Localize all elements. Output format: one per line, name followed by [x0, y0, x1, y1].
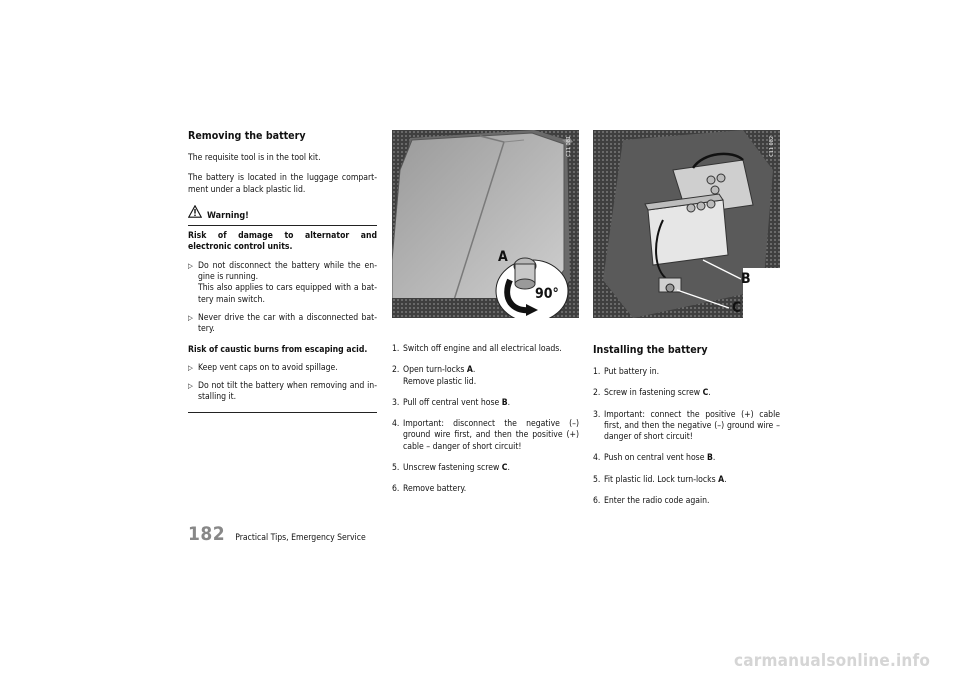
section-title: Removing the battery: [188, 130, 306, 142]
image-code: C11 082: [769, 136, 775, 157]
risk-statement: Risk of damage to alternator and electronic control units.: [188, 231, 377, 253]
warning-header: [188, 205, 377, 226]
rotation-angle-label: 90°: [535, 286, 559, 302]
section-end-rule: [188, 411, 377, 413]
install-steps-list: [593, 367, 780, 507]
warning-icon: [188, 205, 202, 222]
list-item: ▷ Keep vent caps on to avoid spillage.: [188, 362, 338, 373]
removal-steps-column: [392, 130, 579, 506]
paragraph: The battery is located in the luggage compart- ment under a black plastic lid.: [188, 173, 377, 195]
watermark: carmanualsonline.info: [734, 651, 931, 671]
callout-label-b: B: [741, 271, 751, 287]
paragraph: The requisite tool is in the tool kit.: [188, 153, 321, 163]
list-item: 4. Important: disconnect the negative (–) ground wire first, and then the positive (+) cable – danger of short circuit!: [392, 419, 579, 452]
list-item: 6. Enter the radio code again.: [593, 496, 710, 507]
battery-installed-photo: [593, 130, 780, 318]
callout-label-c: C: [732, 300, 742, 316]
list-item: 5. Unscrew fastening screw C.: [392, 463, 510, 474]
removal-steps-list: [392, 344, 579, 496]
list-item: ▷ Do not tilt the battery when removing and in- stalling it.: [188, 381, 377, 403]
risk-statement: Risk of caustic burns from escaping acid.: [188, 344, 368, 355]
image-code: C11 081: [566, 136, 572, 157]
page-footer: [188, 523, 366, 545]
list-item: 3. Pull off central vent hose B.: [392, 397, 511, 408]
bullet-arrow-icon: ▷: [188, 313, 193, 322]
list-item: 5. Fit plastic lid. Lock turn-locks A.: [593, 474, 727, 485]
list-item: 1. Switch off engine and all electrical loads.: [392, 344, 562, 354]
removing-battery-section: [188, 130, 377, 413]
battery-lid-photo: [392, 130, 579, 318]
page-number: 182: [188, 523, 226, 545]
list-item: ▷ Never drive the car with a disconnected bat- tery.: [188, 312, 377, 335]
list-item: 1. Put battery in.: [593, 367, 660, 377]
warning-label: Warning!: [207, 210, 249, 221]
bullet-arrow-icon: ▷: [188, 261, 193, 270]
installing-battery-column: [593, 130, 780, 517]
list-item: 2. Screw in fastening screw C.: [593, 388, 711, 399]
list-item: 2. Open turn-locks A. Remove plastic lid.: [392, 365, 477, 387]
list-item: 3. Important: connect the positive (+) cable first, and then the negative (–) ground wire – danger of short circuit!: [593, 409, 780, 443]
list-item: ▷ Do not disconnect the battery while the en- gine is running. This also applies to cars equipped with a bat- tery main switch.: [188, 260, 377, 305]
footer-chapter: Practical Tips, Emergency Service: [235, 533, 366, 543]
bullet-arrow-icon: ▷: [188, 363, 193, 372]
list-item: 6. Remove battery.: [392, 484, 467, 495]
callout-label-a: A: [498, 249, 508, 265]
list-item: 4. Push on central vent hose B.: [593, 453, 716, 464]
bullet-arrow-icon: ▷: [188, 382, 193, 391]
section-title: Installing the battery: [593, 344, 708, 356]
